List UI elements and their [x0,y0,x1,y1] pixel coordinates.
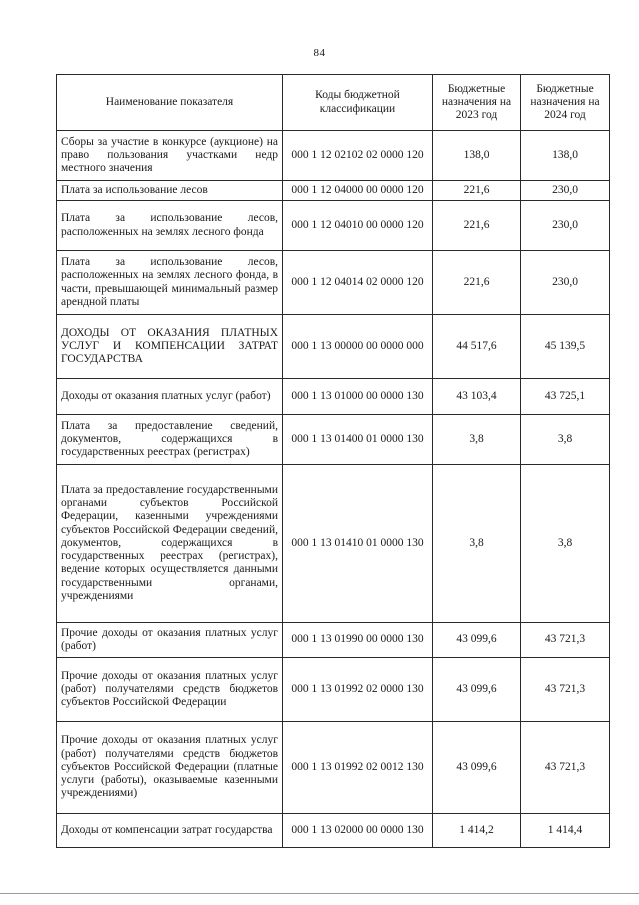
row-code: 000 1 12 04010 00 0000 120 [283,201,433,251]
row-value-2024: 43 721,3 [521,623,610,658]
header-2023: Бюджетные назначения на 2023 год [433,75,521,131]
row-code: 000 1 13 01400 01 0000 130 [283,415,433,465]
row-code: 000 1 13 00000 00 0000 000 [283,315,433,379]
row-name: Прочие доходы от оказания платных услуг (работ) получателями средств бюджетов субъектов Российской Федерации (платные услуги (работы), оказываемые казенными учреждениями) [57,722,283,814]
table-row [57,623,610,658]
table-row [57,181,610,201]
row-value-2024: 1 414,4 [521,814,610,848]
row-code: 000 1 12 04000 00 0000 120 [283,181,433,201]
row-code: 000 1 13 02000 00 0000 130 [283,814,433,848]
row-code: 000 1 12 02102 02 0000 120 [283,131,433,181]
row-name: Плата за использование лесов, расположенных на землях лесного фонда [57,201,283,251]
table-row [57,814,610,848]
row-name: Доходы от оказания платных услуг (работ) [57,379,283,415]
row-name: Плата за использование лесов [57,181,283,201]
row-name: Сборы за участие в конкурсе (аукционе) на право пользования участками недр местного значения [57,131,283,181]
row-value-2024: 43 721,3 [521,722,610,814]
row-name: Плата за предоставление сведений, документов, содержащихся в государственных реестрах (регистрах) [57,415,283,465]
page-bottom-rule [0,893,639,894]
row-value-2023: 138,0 [433,131,521,181]
row-name: Плата за предоставление государственными органами субъектов Российской Федерации, казенными учреждениями субъектов Российской Федерации сведений, документов, содержащихся в государственных реестрах (регистрах), ведение которых осуществляется данными государственными органами, учреждениями [57,465,283,623]
row-value-2024: 45 139,5 [521,315,610,379]
row-code: 000 1 13 01410 01 0000 130 [283,465,433,623]
table-row [57,201,610,251]
row-code: 000 1 13 01992 02 0012 130 [283,722,433,814]
table-row [57,465,610,623]
row-value-2024: 230,0 [521,201,610,251]
row-value-2024: 138,0 [521,131,610,181]
row-value-2024: 230,0 [521,181,610,201]
row-name: Доходы от компенсации затрат государства [57,814,283,848]
row-name: ДОХОДЫ ОТ ОКАЗАНИЯ ПЛАТНЫХ УСЛУГ И КОМПЕНСАЦИИ ЗАТРАТ ГОСУДАРСТВА [57,315,283,379]
budget-table [56,74,610,848]
row-value-2023: 221,6 [433,201,521,251]
row-code: 000 1 13 01000 00 0000 130 [283,379,433,415]
table-row [57,658,610,722]
row-value-2023: 221,6 [433,181,521,201]
row-value-2024: 43 725,1 [521,379,610,415]
header-code: Коды бюджетной классификации [283,75,433,131]
row-value-2023: 43 103,4 [433,379,521,415]
header-2024: Бюджетные назначения на 2024 год [521,75,610,131]
row-name: Прочие доходы от оказания платных услуг (работ) получателями средств бюджетов субъектов Российской Федерации [57,658,283,722]
row-code: 000 1 13 01990 00 0000 130 [283,623,433,658]
header-name: Наименование показателя [57,75,283,131]
table-row [57,315,610,379]
row-value-2023: 221,6 [433,251,521,315]
table-row [57,131,610,181]
row-value-2023: 43 099,6 [433,623,521,658]
row-value-2023: 43 099,6 [433,722,521,814]
page-number: 84 [313,47,326,59]
table-row [57,415,610,465]
row-code: 000 1 12 04014 02 0000 120 [283,251,433,315]
row-value-2023: 3,8 [433,415,521,465]
row-value-2023: 3,8 [433,465,521,623]
table-row [57,251,610,315]
row-value-2024: 230,0 [521,251,610,315]
table-row [57,379,610,415]
table-header-row [57,75,610,131]
row-value-2023: 44 517,6 [433,315,521,379]
row-name: Прочие доходы от оказания платных услуг (работ) [57,623,283,658]
row-value-2024: 3,8 [521,465,610,623]
row-value-2023: 43 099,6 [433,658,521,722]
row-code: 000 1 13 01992 02 0000 130 [283,658,433,722]
row-name: Плата за использование лесов, расположенных на землях лесного фонда, в части, превышающей минимальный размер арендной платы [57,251,283,315]
row-value-2023: 1 414,2 [433,814,521,848]
row-value-2024: 3,8 [521,415,610,465]
row-value-2024: 43 721,3 [521,658,610,722]
table-row [57,722,610,814]
